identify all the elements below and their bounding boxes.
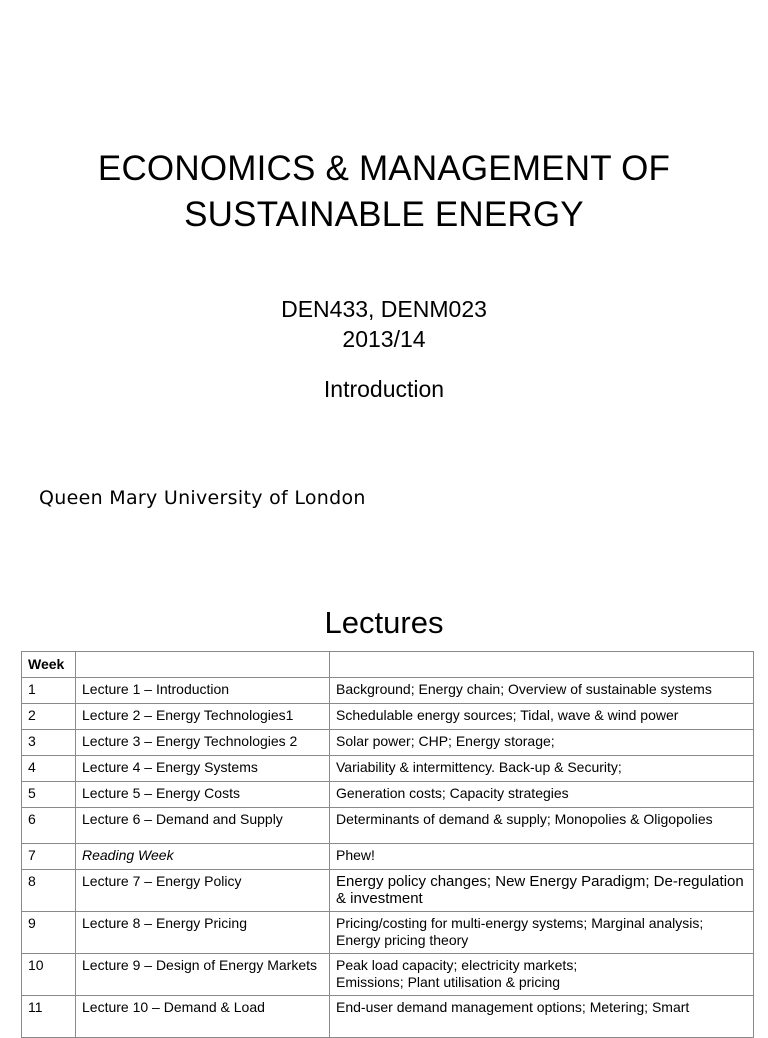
topics-cell: End-user demand management options; Metering; Smart xyxy=(330,996,754,1038)
topics-cell: Energy policy changes; New Energy Paradigm; De-regulation & investment xyxy=(330,870,754,912)
topics-cell: Schedulable energy sources; Tidal, wave & wind power xyxy=(330,704,754,730)
lecture-column-header xyxy=(76,652,330,678)
module-codes: DEN433, DENM023 xyxy=(281,296,487,322)
slide-subtitle: Introduction xyxy=(323,376,445,402)
table-row xyxy=(22,954,754,996)
week-cell: 2 xyxy=(22,704,76,730)
topics-cell: Phew! xyxy=(330,844,754,870)
table-row xyxy=(22,808,754,844)
topics-cell: Background; Energy chain; Overview of sustainable systems xyxy=(330,678,754,704)
week-cell: 3 xyxy=(22,730,76,756)
week-cell: 8 xyxy=(22,870,76,912)
lecture-cell: Lecture 10 – Demand & Load xyxy=(76,996,330,1038)
lecture-cell: Lecture 6 – Demand and Supply xyxy=(76,808,330,844)
academic-year: 2013/14 xyxy=(342,326,426,352)
table-row xyxy=(22,996,754,1038)
lecture-cell: Lecture 7 – Energy Policy xyxy=(76,870,330,912)
table-row xyxy=(22,782,754,808)
table-header-row xyxy=(22,652,754,678)
lecture-cell: Lecture 4 – Energy Systems xyxy=(76,756,330,782)
topics-column-header xyxy=(330,652,754,678)
topics-line: Peak load capacity; electricity markets; xyxy=(336,957,578,973)
topics-cell: Pricing/costing for multi-energy systems; Marginal analysis; Energy pricing theory xyxy=(330,912,754,954)
lecture-schedule-table xyxy=(21,651,754,1038)
week-cell: 10 xyxy=(22,954,76,996)
table-row xyxy=(22,678,754,704)
week-cell: 9 xyxy=(22,912,76,954)
lecture-cell: Lecture 8 – Energy Pricing xyxy=(76,912,330,954)
lecture-cell: Lecture 1 – Introduction xyxy=(76,678,330,704)
course-title xyxy=(0,146,768,238)
lecture-cell: Lecture 3 – Energy Technologies 2 xyxy=(76,730,330,756)
lecture-cell: Lecture 2 – Energy Technologies1 xyxy=(76,704,330,730)
week-cell: 7 xyxy=(22,844,76,870)
table-row xyxy=(22,730,754,756)
topics-cell: Solar power; CHP; Energy storage; xyxy=(330,730,754,756)
topics-cell xyxy=(330,954,754,996)
course-title-line2: SUSTAINABLE ENERGY xyxy=(184,195,584,234)
topics-line: Emissions; Plant utilisation & pricing xyxy=(336,974,561,990)
course-title-line1: ECONOMICS & MANAGEMENT OF xyxy=(97,149,671,188)
institution-name: Queen Mary University of London xyxy=(39,487,366,509)
reading-week-label: Reading Week xyxy=(82,847,174,863)
course-codes xyxy=(0,294,768,354)
lecture-cell xyxy=(76,844,330,870)
lectures-heading: Lectures xyxy=(324,605,444,640)
week-column-header: Week xyxy=(22,652,76,678)
topics-cell: Generation costs; Capacity strategies xyxy=(330,782,754,808)
lecture-cell: Lecture 9 – Design of Energy Markets xyxy=(76,954,330,996)
table-row xyxy=(22,912,754,954)
topics-cell: Determinants of demand & supply; Monopolies & Oligopolies xyxy=(330,808,754,844)
topics-cell: Variability & intermittency. Back-up & Security; xyxy=(330,756,754,782)
table-row xyxy=(22,704,754,730)
table-row xyxy=(22,870,754,912)
week-cell: 4 xyxy=(22,756,76,782)
table-row xyxy=(22,756,754,782)
week-cell: 6 xyxy=(22,808,76,844)
week-cell: 1 xyxy=(22,678,76,704)
week-cell: 5 xyxy=(22,782,76,808)
table-row xyxy=(22,844,754,870)
lecture-cell: Lecture 5 – Energy Costs xyxy=(76,782,330,808)
week-cell: 11 xyxy=(22,996,76,1038)
